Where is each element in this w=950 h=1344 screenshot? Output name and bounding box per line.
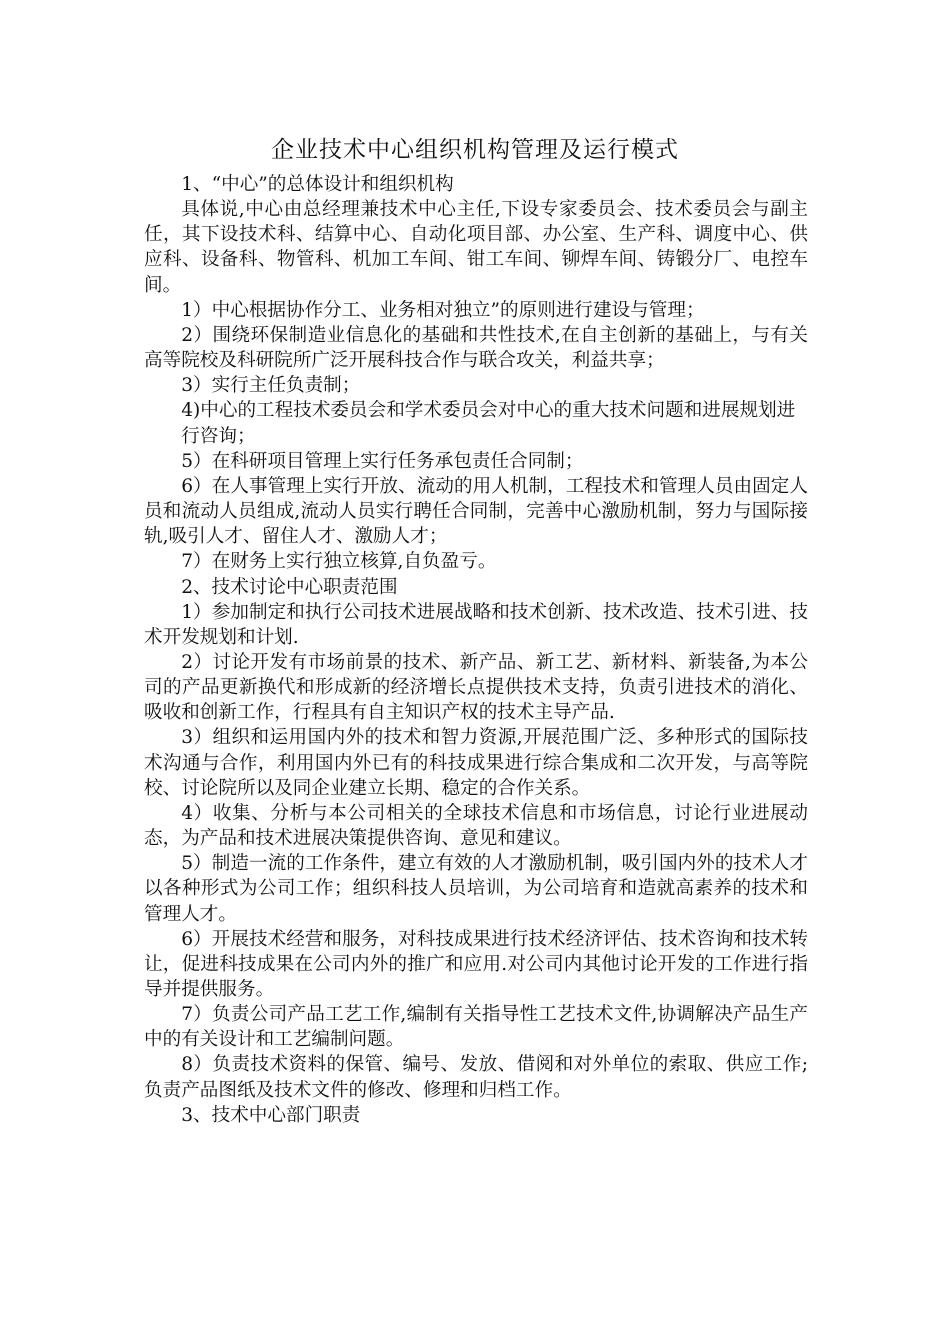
list-item: 5）制造一流的工作条件，建立有效的人才激励机制，吸引国内外的技术人才以各种形式为公司工作；组织科技人员培训，为公司培育和造就高素养的技术和管理人才。: [144, 853, 808, 925]
list-item: 7）在财务上实行独立核算,自负盈亏。: [181, 551, 497, 573]
list-item: 2）讨论开发有市场前景的技术、新产品、新工艺、新材料、新装备,为本公司的产品更新换代和形成新的经济增长点提供技术支持，负责引进技术的消化、吸收和创新工作，行程具有自主知识产权的技术主导产品.: [144, 651, 808, 724]
list-item: 4)中心的工程技术委员会和学术委员会对中心的重大技术问题和进展规划进: [181, 400, 796, 422]
list-item: 1）中心根据协作分工、业务相对独立”的原则进行建设与管理；: [181, 299, 705, 321]
list-item: 3）实行主任负责制；: [181, 375, 361, 397]
document-title: 企业技术中心组织机构管理及运行模式: [271, 137, 679, 163]
list-item: 6）开展技术经营和服务，对科技成果进行技术经济评估、技术咨询和技术转让，促进科技成果在公司内外的推广和应用.对公司内其他讨论开发的工作进行指导并提供服务。: [144, 928, 808, 1000]
list-item: 4）收集、分析与本公司相关的全球技术信息和市场信息，讨论行业进展动态，为产品和技术进展决策提供咨询、意见和建议。: [144, 802, 808, 850]
list-item: 5）在科研项目管理上实行任务承包责任合同制；: [181, 450, 584, 472]
list-item: 7）负责公司产品工艺工作,编制有关指导性工艺技术文件,协调解决产品生产中的有关设计和工艺编制问题。: [144, 1004, 808, 1051]
list-item: 8）负责技术资料的保管、编号、发放、借阅和对外单位的索取、供应工作;负责产品图纸及技术文件的修改、修理和归档工作。: [144, 1054, 808, 1101]
list-item: 3）组织和运用国内外的技术和智力资源,开展范围广泛、多种形式的国际技术沟通与合作，利用国内外已有的科技成果进行综合集成和二次开发，与高等院校、讨论院所以及同企业建立长期、稳定的合作关系。: [144, 727, 808, 799]
list-item-continuation: 行咨询；: [181, 425, 256, 447]
section-heading-2: 2、技术讨论中心职责范围: [181, 576, 398, 598]
list-item: 1）参加制定和执行公司技术进展战略和技术创新、技术改造、技术引进、技术开发规划和计划.: [144, 601, 808, 648]
paragraph-organization: 具体说,中心由总经理兼技术中心主任,下设专家委员会、技术委员会与副主任，其下设技术科、结算中心、自动化项目部、办公室、生产科、调度中心、供应科、设备科、物管科、机加工车间、钳工车间、铆焊车间、铸锻分厂、电控车间。: [144, 199, 808, 296]
list-item: 2）围绕环保制造业信息化的基础和共性技术,在自主创新的基础上，与有关高等院校及科研院所广泛开展科技合作与联合攻关，利益共享；: [144, 324, 808, 372]
section-heading-1: 1、“中心”的总体设计和组织机构: [181, 174, 454, 195]
document-body: [144, 172, 808, 1128]
section-heading-3: 3、技术中心部门职责: [181, 1104, 361, 1126]
list-item: 6）在人事管理上实行开放、流动的用人机制，工程技术和管理人员由固定人员和流动人员组成,流动人员实行聘任合同制，完善中心激励机制，努力与国际接轨,吸引人才、留住人才、激励人才；: [144, 475, 808, 548]
